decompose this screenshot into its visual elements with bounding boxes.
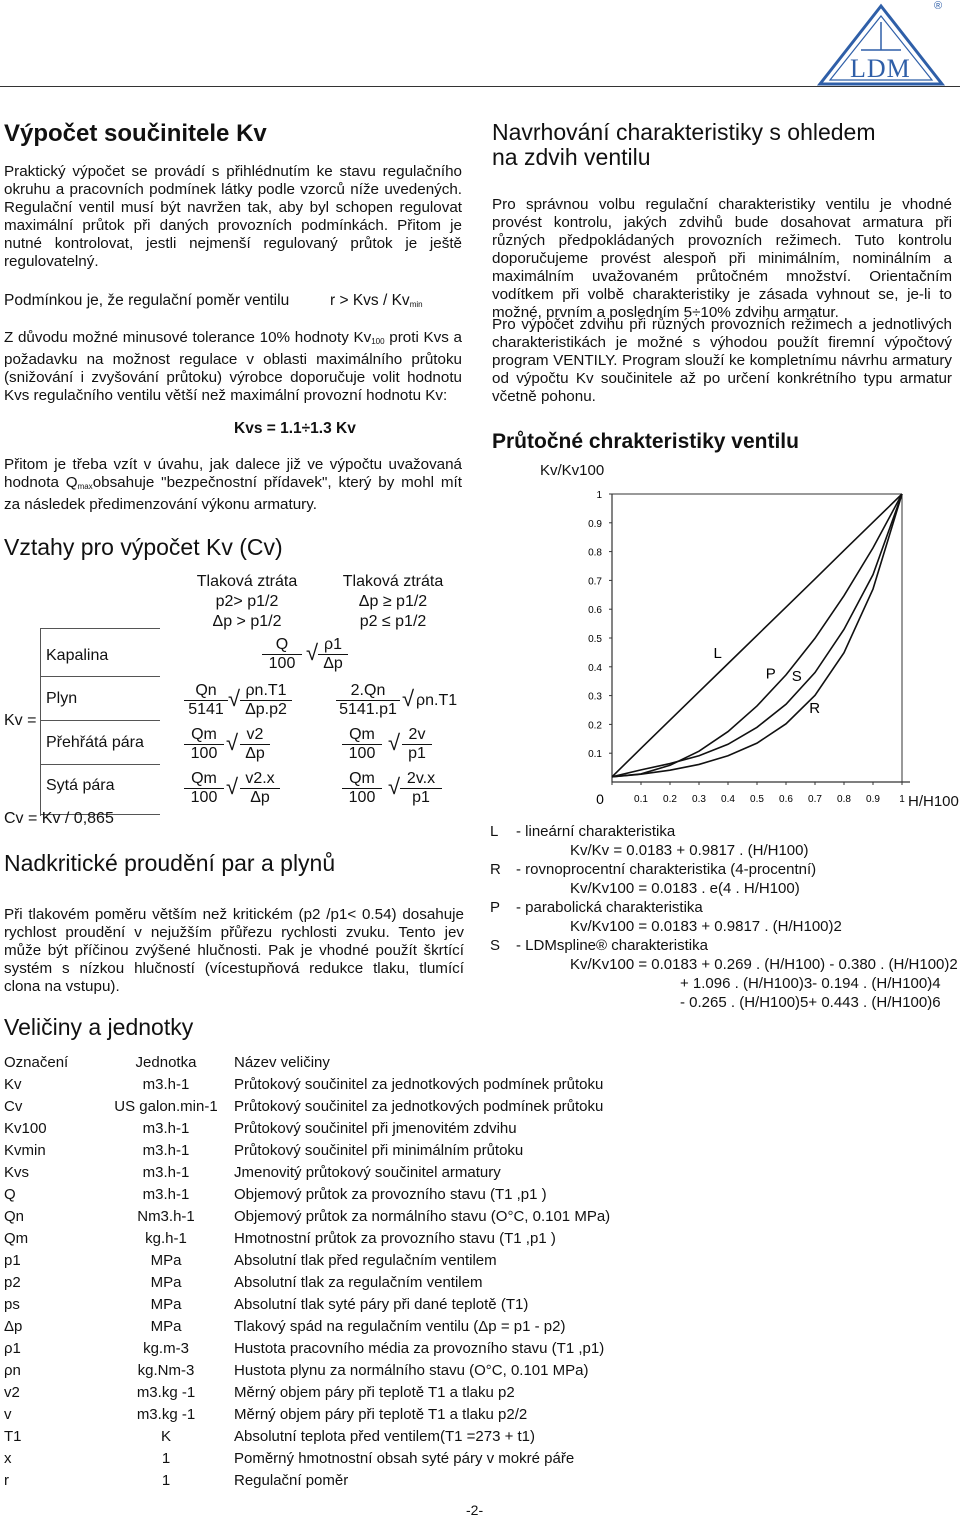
x-tick-label: 0 <box>596 791 604 807</box>
units-unit: m3.h-1 <box>142 1142 190 1159</box>
units-unit: m3.h-1 <box>142 1164 190 1181</box>
page-number: -2- <box>466 1502 484 1518</box>
row-plyn: Plyn <box>46 690 78 707</box>
units-unit: kg.m-3 <box>143 1340 189 1357</box>
plyn1-rad-den: Δp.p2 <box>240 700 292 719</box>
legend-p <box>490 898 958 917</box>
para1-den: 100 <box>184 744 224 763</box>
series-line-l <box>612 494 902 777</box>
legend-key: S <box>490 937 501 954</box>
legend-key: P <box>490 899 501 916</box>
y-tick-label: 0.7 <box>588 576 602 588</box>
kap-rad-den: Δp <box>318 654 348 673</box>
legend-p-formula: Kv/Kv100 = 0.0183 + 0.9817 . (H/H100)2 <box>570 918 842 935</box>
x-tick-label: 0.4 <box>721 794 735 805</box>
units-symbol: Kv <box>4 1076 22 1093</box>
units-symbol: Q <box>4 1186 16 1203</box>
logo-text: LDM <box>850 54 911 83</box>
sqrt-icon: √ <box>388 730 401 755</box>
para1-num: Qm <box>191 726 217 743</box>
y-tick-label: 0.5 <box>588 634 602 645</box>
legend-s-formula-3: - 0.265 . (H/H100)5+ 0.443 . (H/H100)6 <box>680 994 941 1011</box>
kv-title: Výpočet součinitele Kv <box>4 120 267 147</box>
legend-name: - rovnoprocentní charakteristika (4-procentní) <box>516 861 817 878</box>
x-tick-label: 0.9 <box>866 794 880 805</box>
legend-name: - parabolická charakteristika <box>516 899 703 916</box>
sqrt-icon: √ <box>226 730 239 755</box>
units-unit: MPa <box>150 1296 182 1313</box>
legend-name: - lineární charakteristika <box>516 823 676 840</box>
note-a: Přitom je třeba vzít v úvahu, jak dalece již ve výpočtu uvažovaná hodnota Q <box>4 456 462 491</box>
curve-label-s: S <box>791 668 802 686</box>
units-symbol: Δp <box>4 1318 23 1335</box>
units-symbol: x <box>4 1450 12 1467</box>
y-tick-label: 0.6 <box>588 605 602 617</box>
legend-r <box>490 860 958 879</box>
units-symbol: Qm <box>4 1230 29 1247</box>
col1-h1: Tlaková ztráta <box>196 573 298 590</box>
units-symbol: r <box>4 1472 9 1489</box>
units-unit: Nm3.h-1 <box>137 1208 195 1225</box>
units-unit: K <box>160 1428 171 1445</box>
chart-title: Průtočné chrakteristiky ventilu <box>492 430 799 453</box>
tolerance-b: proti Kvs a požadavku na možnost regulace v oblasti maximálního průtoku (snižování i zvyšování průtoku) výrobce doporučuje volit hodnotu Kvs regulačního ventilu větší než maximální provozní hodnotu Kv: <box>4 329 463 404</box>
plyn2-den: 5141.p1 <box>336 700 400 719</box>
plyn1-rad-num: ρn.T1 <box>245 682 287 699</box>
units-name: Poměrný hmotnostní obsah syté páry v mokré páře <box>234 1450 575 1467</box>
units-unit: m3.h-1 <box>142 1076 190 1093</box>
condition-sub: min <box>409 300 423 309</box>
x-tick-label: 0.2 <box>663 794 677 805</box>
units-symbol: v2 <box>4 1384 20 1401</box>
x-tick-label: 1 <box>899 794 905 805</box>
sqrt-icon: √ <box>388 774 401 799</box>
condition-text: Podmínkou je, že regulační poměr ventilu <box>4 292 290 309</box>
units-symbol: ρn <box>4 1362 21 1379</box>
row-syta-para: Sytá pára <box>46 777 115 794</box>
units-name: Průtokový součinitel při jmenovitém zdvihu <box>234 1120 517 1137</box>
units-symbol: ρ1 <box>4 1340 21 1357</box>
units-symbol: p1 <box>4 1252 21 1269</box>
row-kapalina: Kapalina <box>46 647 109 664</box>
units-unit: MPa <box>150 1318 182 1335</box>
sqrt-icon: √ <box>306 640 319 665</box>
y-tick-label: 1 <box>596 490 602 501</box>
units-name: Měrný objem páry při teplotě T1 a tlaku p2/2 <box>234 1406 528 1423</box>
legend-name: - LDMspline® charakteristika <box>516 937 708 954</box>
legend-s-formula-2: + 1.096 . (H/H100)3- 0.194 . (H/H100)4 <box>680 975 941 992</box>
units-symbol: Kvs <box>4 1164 30 1181</box>
table-row <box>0 1318 690 1340</box>
table-row <box>0 1230 690 1252</box>
units-unit: 1 <box>161 1450 171 1467</box>
units-unit: US galon.min-1 <box>114 1098 218 1115</box>
units-name: Tlakový spád na regulačním ventilu (Δp = p1 - p2) <box>234 1318 566 1335</box>
units-name: Absolutní tlak za regulačním ventilem <box>234 1274 483 1291</box>
para2-rad-den: p1 <box>402 744 432 763</box>
units-unit: MPa <box>150 1252 182 1269</box>
curve-label-p: P <box>765 665 776 683</box>
units-name: Hustota pracovního média za provozního stavu (T1 ,p1) <box>234 1340 605 1357</box>
curve-label-l: L <box>713 645 722 663</box>
col1-h3: Δp > p1/2 <box>212 613 282 630</box>
units-symbol: T1 <box>4 1428 22 1445</box>
x-tick-label: 0.8 <box>837 794 851 805</box>
legend-key: L <box>490 823 499 840</box>
units-header-symbol: Označení <box>4 1054 69 1071</box>
units-symbol: p2 <box>4 1274 21 1291</box>
table-row <box>0 1406 690 1428</box>
units-name: Měrný objem páry při teplotě T1 a tlaku p2 <box>234 1384 515 1401</box>
kap-rad-num: ρ1 <box>324 636 342 653</box>
units-name: Hmotnostní průtok za provozního stavu (T1 ,p1 ) <box>234 1230 556 1247</box>
syta2-den: 100 <box>342 788 382 807</box>
sqrt-icon: √ <box>402 686 415 711</box>
y-tick-label: 0.3 <box>588 691 602 703</box>
legend-l-formula: Kv/Kv = 0.0183 + 0.9817 . (H/H100) <box>570 842 809 859</box>
chart-axes <box>612 494 910 782</box>
legend-r-formula: Kv/Kv100 = 0.0183 . e(4 . H/H100) <box>570 880 800 897</box>
table-row <box>0 1120 690 1142</box>
nadkriticke-text: Při tlakovém poměru větším než kritickém (p2 /p1< 0.54) dosahuje rychlost proudění v nejužším přůřezu rychlosti zvuku. Tento jev může být příčinou zvýšené hlučnosti. Pak je vhodné použít škrtící systém s nízkou hlučností (vícestupňová redukce tlaku, tlumící clona na vstupu). <box>4 906 464 995</box>
tolerance-a: Z důvodu možné minusové tolerance 10% hodnoty Kv <box>4 329 372 346</box>
plyn2-num: 2.Qn <box>350 682 386 699</box>
units-name: Absolutní teplota před ventilem(T1 =273 + t1) <box>234 1428 536 1445</box>
units-unit: MPa <box>150 1274 182 1291</box>
syta2-rad-num: 2v.x <box>406 770 436 787</box>
units-symbol: Cv <box>4 1098 23 1115</box>
para1-rad-den: Δp <box>240 744 270 763</box>
y-tick-label: 0.8 <box>588 547 602 559</box>
curve-label-r: R <box>809 699 821 717</box>
legend-s <box>490 936 958 955</box>
units-name: Absolutní tlak před regulačním ventilem <box>234 1252 497 1269</box>
syta1-num: Qm <box>191 770 217 787</box>
units-unit: m3.h-1 <box>142 1186 190 1203</box>
y-tick-label: 0.1 <box>588 749 602 761</box>
table-row <box>0 1362 690 1384</box>
note-b: obsahuje "bezpečnostní přídavek", který by mohl mít za následek předimenzování výkonu armatury. <box>4 474 462 513</box>
col1-h2: p2> p1/2 <box>215 593 279 610</box>
syta1-den: 100 <box>184 788 224 807</box>
x-tick-label: 0.3 <box>692 794 706 805</box>
table-row <box>0 1274 690 1296</box>
chart-xlabel: H/H100 <box>908 793 959 810</box>
legend <box>490 822 958 1012</box>
units-title: Veličiny a jednotky <box>4 1014 194 1040</box>
x-tick-label: 0.7 <box>808 794 822 805</box>
syta1-rad-den: Δp <box>240 788 280 807</box>
units-unit: m3.kg -1 <box>136 1384 196 1401</box>
units-name: Jmenovitý průtokový součinitel armatury <box>234 1164 501 1181</box>
units-name: Hustota plynu za normálního stavu (O°C, 0.101 MPa) <box>234 1362 589 1379</box>
syta2-rad-den: p1 <box>400 788 442 807</box>
y-tick-label: 0.4 <box>588 662 602 674</box>
units-unit: kg.h-1 <box>145 1230 187 1247</box>
units-unit: 1 <box>161 1472 171 1489</box>
sqrt-icon: √ <box>226 774 239 799</box>
kap-den: 100 <box>262 654 302 673</box>
units-symbol: Qn <box>4 1208 25 1225</box>
kv-intro: Praktický výpočet se provádí s přihlédnutím ke stavu regulačního okruhu a pracovních podmínek látky podle vzorců níže uvedených. Regulační ventil musí být navržen tak, aby byl schopen regulovat maximální průtok při daných provozních podmínkách. Přitom je nutné kontrolovat, jestli nejmenší regulovaný průtok je ještě regulovatelný. <box>4 163 462 270</box>
units-header-unit: Jednotka <box>135 1054 197 1071</box>
table-row <box>0 1076 690 1098</box>
table-row <box>0 1164 690 1186</box>
legend-l <box>490 822 958 841</box>
units-unit: m3.h-1 <box>142 1120 190 1137</box>
units-header <box>0 1054 690 1076</box>
syta2-num: Qm <box>349 770 375 787</box>
units-name: Průtokový součinitel za jednotkových podmínek průtoku <box>234 1098 604 1115</box>
row-prehrata-para: Přehřátá pára <box>46 734 144 751</box>
vztahy-title: Vztahy pro výpočet Kv (Cv) <box>4 534 283 560</box>
units-unit: m3.kg -1 <box>136 1406 196 1423</box>
y-tick-label: 0.2 <box>588 720 602 732</box>
note-sub: max <box>77 482 93 491</box>
units-name: Objemový průtok za provozního stavu (T1 ,p1 ) <box>234 1186 547 1203</box>
kv-label: Kv = <box>4 712 37 729</box>
table-row <box>0 1450 690 1472</box>
table-row <box>0 1186 690 1208</box>
table-row <box>0 1142 690 1164</box>
ylabel-text: Kv/Kv100 <box>540 462 605 479</box>
table-row <box>0 1296 690 1318</box>
units-unit: kg.Nm-3 <box>137 1362 195 1379</box>
sqrt-icon: √ <box>228 686 241 711</box>
para2-rad-num: 2v <box>408 726 426 743</box>
units-header-name: Název veličiny <box>234 1054 330 1071</box>
condition-formula-text: r > Kvs / Kv <box>330 292 410 309</box>
plyn2-radical: ρn.T1 <box>416 692 458 709</box>
units-name: Absolutní tlak syté páry při dané teplotě (T1) <box>234 1296 529 1313</box>
table-row <box>0 1208 690 1230</box>
legend-s-formula: Kv/Kv100 = 0.0183 + 0.269 . (H/H100) - 0.380 . (H/H100)2 <box>570 956 958 973</box>
units-name: Objemový průtok za normálního stavu (O°C, 0.101 MPa) <box>234 1208 611 1225</box>
col2-h3: p2 ≤ p1/2 <box>359 613 427 630</box>
table-row <box>0 1252 690 1274</box>
registered-mark: ® <box>934 0 943 12</box>
plyn1-den: 5141 <box>184 700 228 719</box>
kap-num: Q <box>275 636 289 653</box>
syta1-rad-num: v2.x <box>245 770 275 787</box>
units-name: Průtokový součinitel při minimálním průtoku <box>234 1142 524 1159</box>
legend-key: R <box>490 861 501 878</box>
units-name: Regulační poměr <box>234 1472 349 1489</box>
y-tick-label: 0.9 <box>588 518 602 530</box>
tolerance-sub: 100 <box>371 337 385 346</box>
units-symbol: Kv100 <box>4 1120 47 1137</box>
table-row <box>0 1472 690 1494</box>
para2-den: 100 <box>342 744 382 763</box>
navrhovani-p2: Pro výpočet zdvihu při různých provozních režimech a jednotlivých charakteristikách je možné s výhodou použít firemní výpočtový program VENTILY. Program slouží ke kompletnímu návrhu armatury od výpočtu Kv součinitele až po určení konkrétního typu armatur včetně pohonu. <box>492 316 952 405</box>
table-row <box>0 1340 690 1362</box>
kvs-formula: Kvs = 1.1÷1.3 Kv <box>234 420 356 437</box>
para1-rad-num: v2 <box>246 726 264 743</box>
para2-num: Qm <box>349 726 375 743</box>
units-symbol: ps <box>4 1296 20 1313</box>
navrhovani-title-1: Navrhování charakteristiky s ohledem <box>492 119 876 145</box>
x-tick-label: 0.6 <box>779 794 793 805</box>
navrhovani-title-2: na zdvih ventilu <box>492 144 651 170</box>
col2-h1: Tlaková ztráta <box>342 573 444 590</box>
table-row <box>0 1428 690 1450</box>
plyn1-num: Qn <box>195 682 217 699</box>
cv-formula: Cv = Kv / 0,865 <box>4 810 114 827</box>
units-table <box>0 1054 700 1489</box>
x-tick-label: 0.5 <box>750 794 764 805</box>
table-row <box>0 1384 690 1406</box>
units-name: Průtokový součinitel za jednotkových podmínek průtoku <box>234 1076 604 1093</box>
table-row <box>0 1098 690 1120</box>
x-tick-label: 0.1 <box>634 794 648 805</box>
units-symbol: v <box>4 1406 12 1423</box>
nadkriticke-title: Nadkritické proudění par a plynů <box>4 850 336 876</box>
navrhovani-p1: Pro správnou volbu regulační charakteristiky ventilu je vhodné provést kontrolu, jakých zdvihů bude dosahovat armatura při různých předpokládaných provozních režimech. Tuto kontrolu doporučujeme provést alespoň při minimálním, nominálním a maximálním uvažovaném průtočném množství. Orientačním vodítkem při volbě charakteristiky je zásada vyhnout se, je-li to možné, prvním a posledním 5÷10% zdvihu armatur. <box>492 196 952 321</box>
units-symbol: Kvmin <box>4 1142 46 1159</box>
col2-h2: Δp ≥ p1/2 <box>358 593 428 610</box>
